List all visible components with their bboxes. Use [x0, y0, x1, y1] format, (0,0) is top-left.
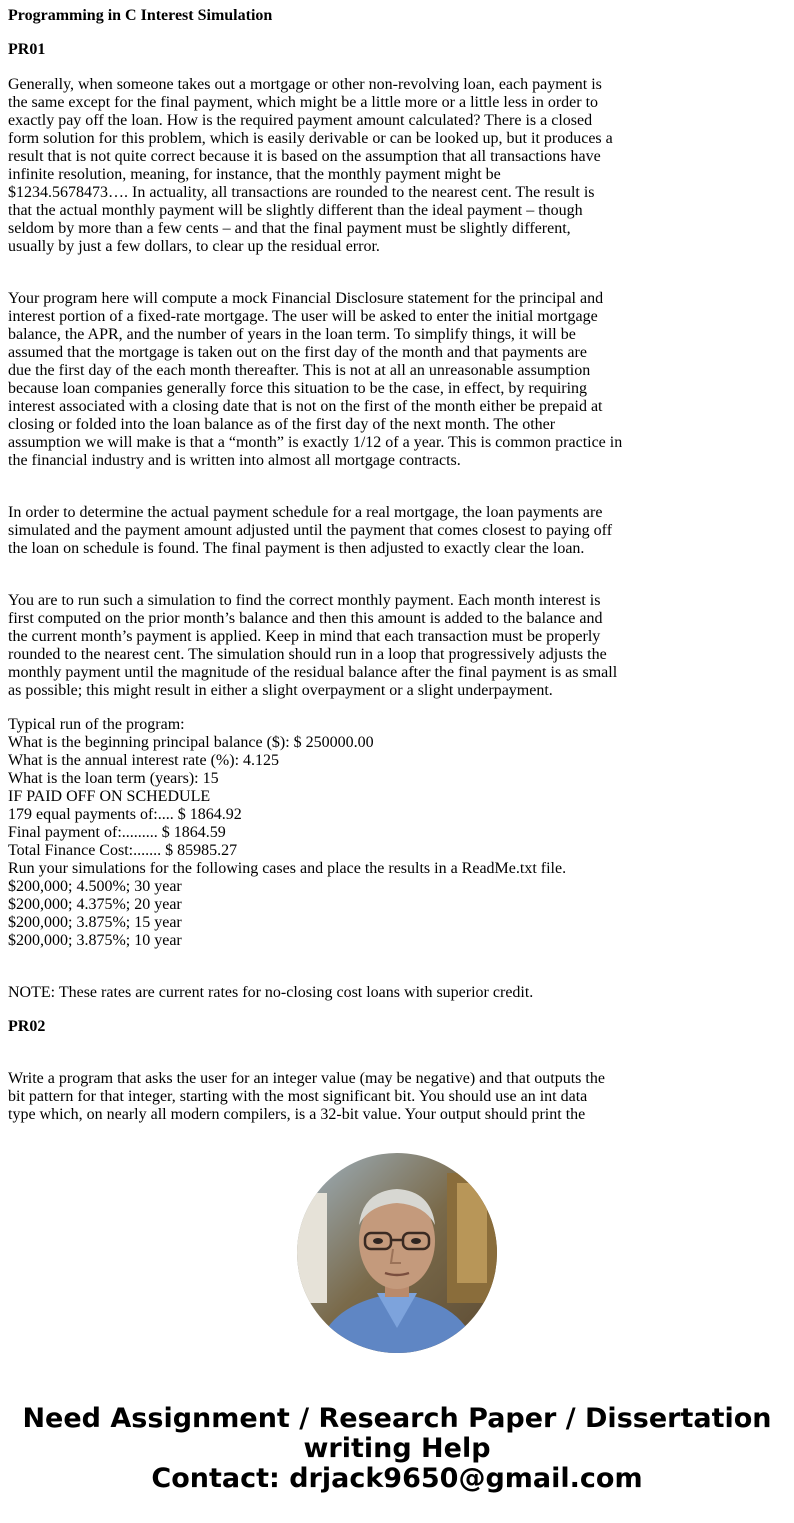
text-line: Typical run of the program:	[8, 716, 185, 733]
text-line: $200,000; 4.375%; 20 year	[8, 896, 182, 913]
text-line: What is the loan term (years): 15	[8, 770, 219, 787]
text-line: due the first day of the each month thereafter. This is not at all an unreasonable assumption	[8, 362, 591, 379]
text-line: $1234.5678473…. In actuality, all transactions are rounded to the nearest cent. The result is	[8, 184, 595, 201]
text-line: What is the beginning principal balance ($): $ 250000.00	[8, 734, 374, 751]
promo-line-1: Need Assignment / Research Paper / Dissertation	[22, 1403, 772, 1434]
text-line: exactly pay off the loan. How is the required payment amount calculated? There is a closed	[8, 112, 593, 129]
text-line: balance, the APR, and the number of years in the loan term. To simplify things, it will be	[8, 326, 576, 343]
text-line: assumption we will make is that a “month” is exactly 1/12 of a year. This is common practice in	[8, 434, 623, 451]
text-line: the current month’s payment is applied. Keep in mind that each transaction must be properly	[8, 628, 601, 645]
text-line: type which, on nearly all modern compilers, is a 32-bit value. Your output should print the	[8, 1106, 586, 1123]
text-line: interest portion of a fixed-rate mortgage. The user will be asked to enter the initial mortgage	[8, 308, 598, 325]
text-line: monthly payment until the magnitude of the residual balance after the final payment is as small	[8, 664, 618, 681]
text-line: $200,000; 4.500%; 30 year	[8, 878, 182, 895]
text-line: that the actual monthly payment will be slightly different than the ideal payment – though	[8, 202, 583, 219]
text-line: the loan on schedule is found. The final payment is then adjusted to exactly clear the loan.	[8, 540, 585, 557]
avatar	[297, 1153, 497, 1353]
text-line: form solution for this problem, which is easily derivable or can be looked up, but it produces a	[8, 130, 613, 147]
text-line: Total Finance Cost:....... $ 85985.27	[8, 842, 238, 859]
page-title: Programming in C Interest Simulation	[8, 7, 273, 24]
person-portrait-icon	[297, 1153, 497, 1353]
section-heading-pr01: PR01	[8, 41, 46, 58]
text-line: because loan companies generally force this situation to be the case, in effect, by requiring	[8, 380, 588, 397]
text-line: Run your simulations for the following cases and place the results in a ReadMe.txt file.	[8, 860, 567, 877]
text-line: simulated and the payment amount adjusted until the payment that comes closest to paying off	[8, 522, 613, 539]
text-line: $200,000; 3.875%; 15 year	[8, 914, 182, 931]
pr01-paragraph-2	[8, 290, 622, 470]
text-line: IF PAID OFF ON SCHEDULE	[8, 788, 211, 805]
text-line: as possible; this might result in either a slight overpayment or a slight underpayment.	[8, 682, 553, 699]
section-heading-pr02: PR02	[8, 1018, 46, 1035]
text-line: rounded to the nearest cent. The simulation should run in a loop that progressively adjusts the	[8, 646, 607, 663]
text-line: seldom by more than a few cents – and that the final payment must be slightly different,	[8, 220, 571, 237]
text-line: Final payment of:......... $ 1864.59	[8, 824, 226, 841]
pr01-paragraph-1	[8, 76, 613, 256]
text-line: 179 equal payments of:.... $ 1864.92	[8, 806, 242, 823]
promo-line-2: writing Help	[303, 1433, 491, 1464]
text-line: closing or folded into the loan balance as of the first day of the next month. The other	[8, 416, 556, 433]
promo-banner	[0, 1404, 794, 1494]
text-line: $200,000; 3.875%; 10 year	[8, 932, 182, 949]
program-run-example	[8, 716, 566, 950]
text-line: What is the annual interest rate (%): 4.125	[8, 752, 280, 769]
text-line: assumed that the mortgage is taken out on the first day of the month and that payments are	[8, 344, 587, 361]
text-line: Your program here will compute a mock Financial Disclosure statement for the principal and	[8, 290, 604, 307]
text-line: usually by just a few dollars, to clear up the residual error.	[8, 238, 380, 255]
text-line: interest associated with a closing date that is not on the first of the month either be prepaid at	[8, 398, 603, 415]
text-line: In order to determine the actual payment schedule for a real mortgage, the loan payments are	[8, 504, 603, 521]
text-line: the same except for the final payment, which might be a little more or a little less in order to	[8, 94, 599, 111]
text-line: You are to run such a simulation to find the correct monthly payment. Each month interest is	[8, 592, 601, 609]
text-line: Write a program that asks the user for an integer value (may be negative) and that outputs the	[8, 1070, 605, 1087]
text-line: infinite resolution, meaning, for instance, that the monthly payment might be	[8, 166, 501, 183]
text-line: Generally, when someone takes out a mortgage or other non-revolving loan, each payment is	[8, 76, 602, 93]
text-line: result that is not quite correct because it is based on the assumption that all transactions have	[8, 148, 601, 165]
text-line: the financial industry and is written into almost all mortgage contracts.	[8, 452, 461, 469]
pr02-paragraph-1	[8, 1070, 605, 1124]
note-text: NOTE: These rates are current rates for no-closing cost loans with superior credit.	[8, 984, 534, 1001]
promo-contact-line: Contact: drjack9650@gmail.com	[151, 1463, 643, 1494]
text-line: first computed on the prior month’s balance and then this amount is added to the balance and	[8, 610, 603, 627]
text-line: bit pattern for that integer, starting with the most significant bit. You should use an int data	[8, 1088, 588, 1105]
pr01-paragraph-3	[8, 504, 612, 558]
pr01-paragraph-4	[8, 592, 617, 700]
